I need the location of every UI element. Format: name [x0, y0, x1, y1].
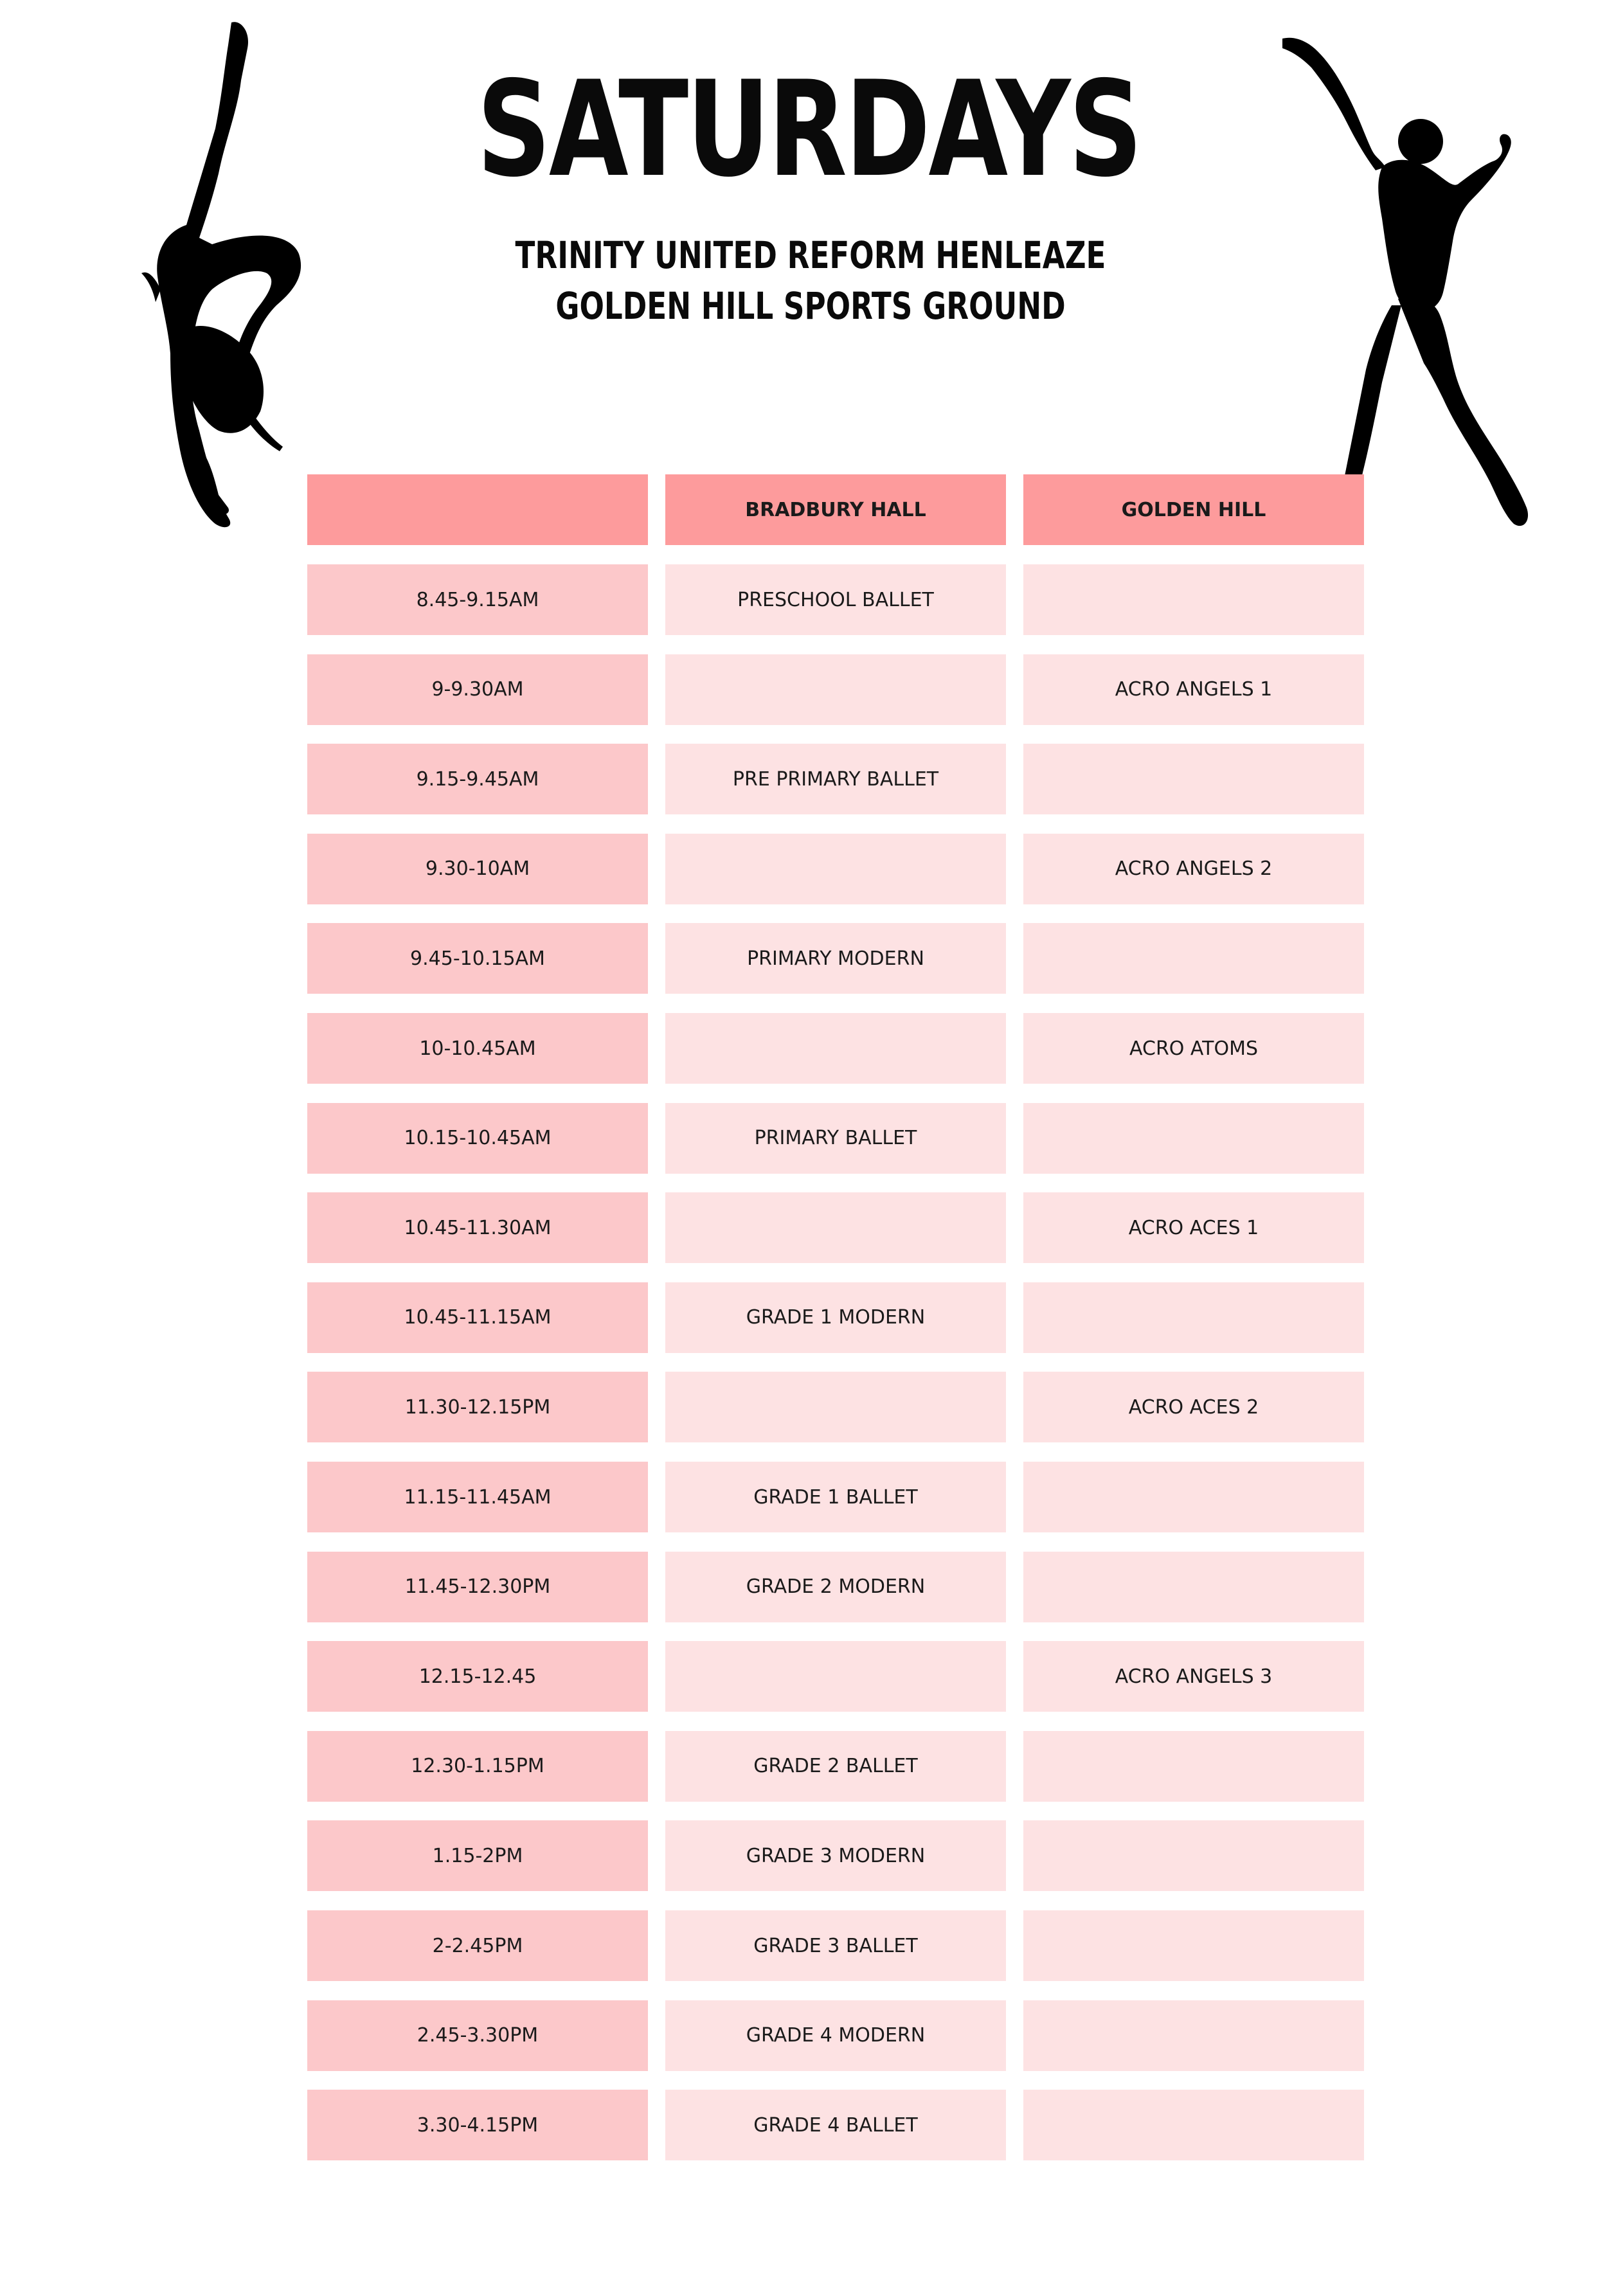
bradbury-hall-cell: GRADE 2 BALLET: [665, 1731, 1006, 1802]
time-cell: 9.30-10AM: [307, 834, 648, 904]
bradbury-hall-cell: [665, 1013, 1006, 1084]
bradbury-hall-cell: PRESCHOOL BALLET: [665, 564, 1006, 635]
bradbury-hall-cell: [665, 654, 1006, 725]
time-cell: 11.15-11.45AM: [307, 1462, 648, 1532]
bradbury-hall-cell: PRE PRIMARY BALLET: [665, 744, 1006, 814]
golden-hill-cell: [1023, 1552, 1364, 1622]
bradbury-hall-cell: GRADE 1 MODERN: [665, 1282, 1006, 1353]
bradbury-hall-cell: [665, 834, 1006, 904]
time-cell: 9.15-9.45AM: [307, 744, 648, 814]
time-cell: 1.15-2PM: [307, 1820, 648, 1891]
golden-hill-cell: ACRO ANGELS 1: [1023, 654, 1364, 725]
time-cell: 10.45-11.30AM: [307, 1192, 648, 1263]
golden-hill-cell: [1023, 2090, 1364, 2160]
time-cell: 2-2.45PM: [307, 1910, 648, 1981]
golden-hill-cell: [1023, 1462, 1364, 1532]
time-cell: 10-10.45AM: [307, 1013, 648, 1084]
header-time: [307, 474, 648, 545]
bradbury-hall-cell: PRIMARY BALLET: [665, 1103, 1006, 1174]
time-cell: 3.30-4.15PM: [307, 2090, 648, 2160]
page-title: SATURDAYS: [476, 53, 1141, 206]
time-cell: 11.45-12.30PM: [307, 1552, 648, 1622]
bradbury-hall-cell: [665, 1372, 1006, 1442]
golden-hill-cell: ACRO ATOMS: [1023, 1013, 1364, 1084]
golden-hill-cell: [1023, 2000, 1364, 2071]
golden-hill-cell: [1023, 744, 1364, 814]
time-cell: 10.45-11.15AM: [307, 1282, 648, 1353]
golden-hill-cell: ACRO ANGELS 3: [1023, 1641, 1364, 1712]
golden-hill-cell: [1023, 1103, 1364, 1174]
golden-hill-cell: [1023, 1910, 1364, 1981]
time-cell: 10.15-10.45AM: [307, 1103, 648, 1174]
time-cell: 9.45-10.15AM: [307, 923, 648, 994]
venue-line-2: GOLDEN HILL SPORTS GROUND: [555, 284, 1066, 328]
golden-hill-cell: [1023, 564, 1364, 635]
header-golden-hill: GOLDEN HILL: [1023, 474, 1364, 545]
bradbury-hall-cell: [665, 1641, 1006, 1712]
golden-hill-cell: ACRO ACES 1: [1023, 1192, 1364, 1263]
time-cell: 2.45-3.30PM: [307, 2000, 648, 2071]
bradbury-hall-cell: [665, 1192, 1006, 1263]
venue-line-1: TRINITY UNITED REFORM HENLEAZE: [515, 233, 1106, 277]
time-cell: 9-9.30AM: [307, 654, 648, 725]
bradbury-hall-cell: GRADE 3 MODERN: [665, 1820, 1006, 1891]
golden-hill-cell: ACRO ACES 2: [1023, 1372, 1364, 1442]
bradbury-hall-cell: GRADE 1 BALLET: [665, 1462, 1006, 1532]
golden-hill-cell: [1023, 1282, 1364, 1353]
bradbury-hall-cell: GRADE 2 MODERN: [665, 1552, 1006, 1622]
bradbury-hall-cell: PRIMARY MODERN: [665, 923, 1006, 994]
golden-hill-cell: [1023, 1820, 1364, 1891]
time-cell: 11.30-12.15PM: [307, 1372, 648, 1442]
header-bradbury-hall: BRADBURY HALL: [665, 474, 1006, 545]
time-cell: 12.15-12.45: [307, 1641, 648, 1712]
ballet-dancer-silhouette-icon: [1279, 29, 1556, 537]
golden-hill-cell: [1023, 1731, 1364, 1802]
handstand-dancer-silhouette-icon: [122, 19, 315, 534]
golden-hill-cell: [1023, 923, 1364, 994]
time-cell: 12.30-1.15PM: [307, 1731, 648, 1802]
time-cell: 8.45-9.15AM: [307, 564, 648, 635]
golden-hill-cell: ACRO ANGELS 2: [1023, 834, 1364, 904]
bradbury-hall-cell: GRADE 4 MODERN: [665, 2000, 1006, 2071]
bradbury-hall-cell: GRADE 4 BALLET: [665, 2090, 1006, 2160]
bradbury-hall-cell: GRADE 3 BALLET: [665, 1910, 1006, 1981]
